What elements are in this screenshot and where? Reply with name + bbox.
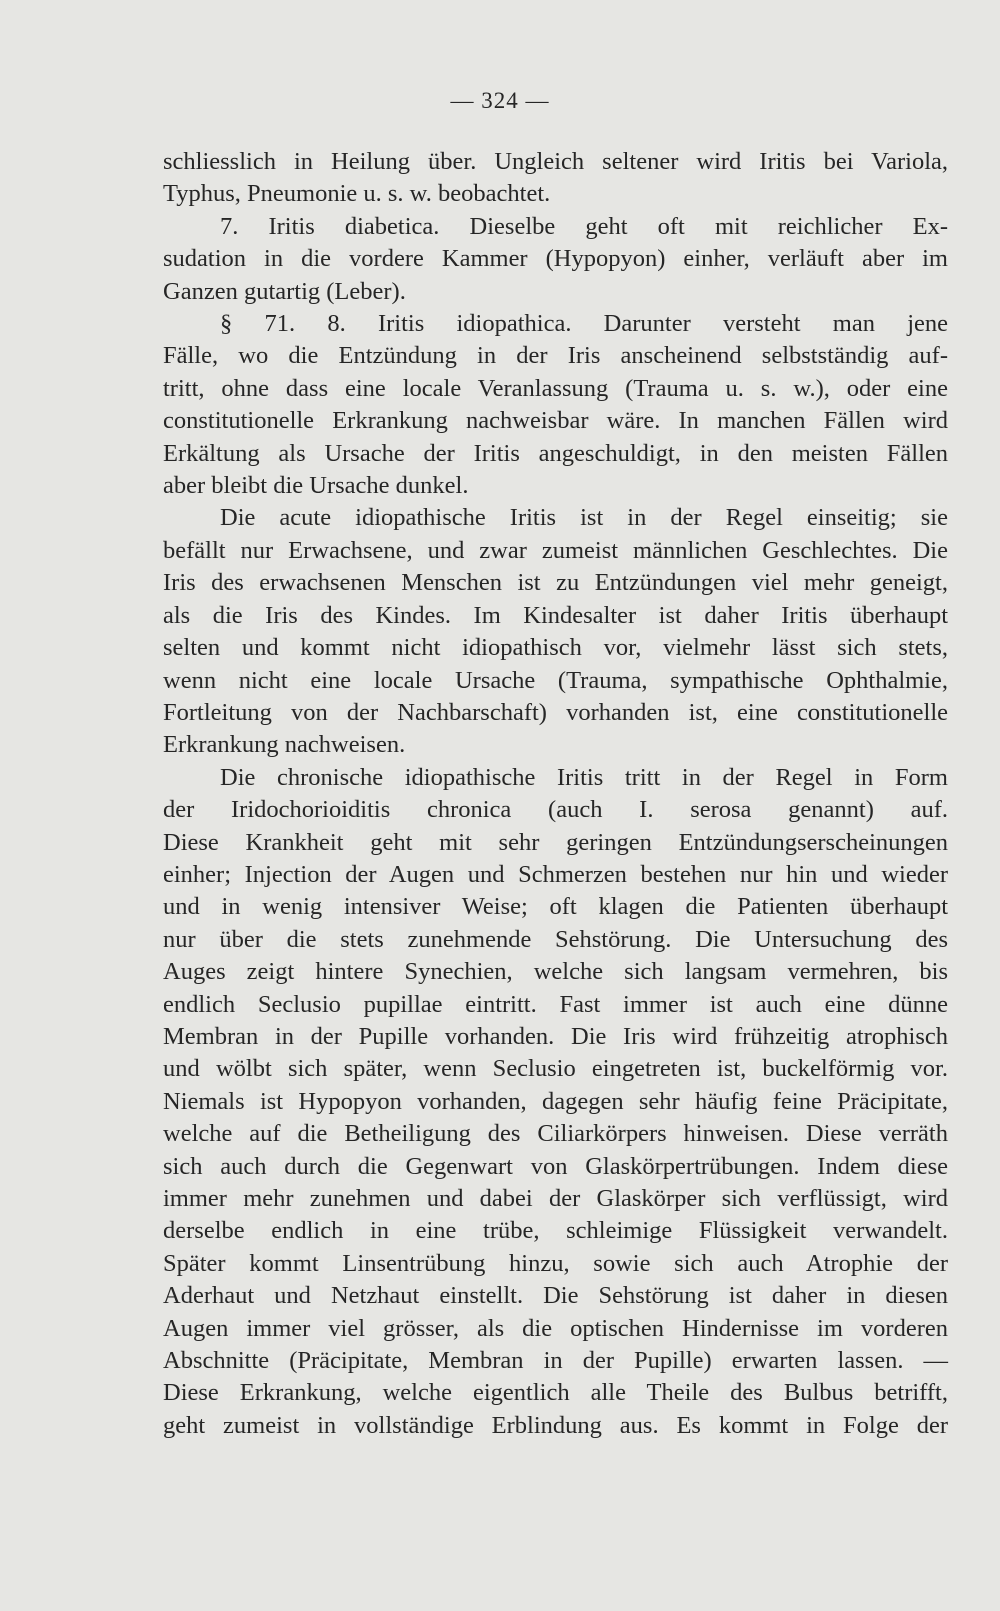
text-line: tritt, ohne dass eine locale Veranlassung (Trauma u. s. w.), oder eine (163, 374, 948, 402)
text-line: Typhus, Pneumonie u. s. w. beobachtet. (163, 180, 551, 208)
text-line: 7. Iritis diabetica. Dieselbe geht oft mit reichlicher Ex- (220, 212, 948, 240)
text-line: als die Iris des Kindes. Im Kindesalter ist daher Iritis überhaupt (163, 601, 948, 629)
text-line: immer mehr zunehmen und dabei der Glaskörper sich verflüssigt, wird (163, 1185, 948, 1212)
text-line: der Iridochorioiditis chronica (auch I. serosa genannt) auf. (163, 796, 948, 824)
text-line: und in wenig intensiver Weise; oft klagen die Patienten überhaupt (163, 893, 948, 921)
text-line: schliesslich in Heilung über. Ungleich seltener wird Iritis bei Variola, (163, 148, 948, 175)
text-line: sich auch durch die Gegenwart von Glaskörpertrübungen. Indem diese (163, 1152, 948, 1180)
page-number: — 324 — (450, 88, 550, 113)
text-line: Später kommt Linsentrübung hinzu, sowie sich auch Atrophie der (163, 1249, 948, 1277)
text-line: geht zumeist in vollständige Erblindung aus. Es kommt in Folge der (163, 1411, 948, 1439)
text-line: Erkältung als Ursache der Iritis angeschuldigt, in den meisten Fällen (163, 439, 948, 467)
text-line: Iris des erwachsenen Menschen ist zu Entzündungen viel mehr geneigt, (163, 569, 948, 597)
text-line: Auges zeigt hintere Synechien, welche sich langsam vermehren, bis (163, 958, 948, 986)
text-line: Abschnitte (Präcipitate, Membran in der Pupille) erwarten lassen. — (163, 1347, 948, 1375)
text-line: Aderhaut und Netzhaut einstellt. Die Sehstörung ist daher in diesen (163, 1282, 948, 1310)
text-line: Augen immer viel grösser, als die optischen Hindernisse im vorderen (163, 1314, 948, 1342)
text-line: und wölbt sich später, wenn Seclusio eingetreten ist, buckelförmig vor. (163, 1055, 948, 1083)
text-line: welche auf die Betheiligung des Ciliarkörpers hinweisen. Diese verräth (163, 1120, 948, 1148)
text-line: Ganzen gutartig (Leber). (163, 277, 406, 305)
text-line: Membran in der Pupille vorhanden. Die Iris wird frühzeitig atrophisch (163, 1022, 948, 1050)
text-line: aber bleibt die Ursache dunkel. (163, 472, 469, 500)
text-line: sudation in die vordere Kammer (Hypopyon) einher, verläuft aber im (163, 245, 948, 273)
text-line: derselbe endlich in eine trübe, schleimige Flüssigkeit verwandelt. (163, 1217, 948, 1245)
text-line: Fortleitung von der Nachbarschaft) vorhanden ist, eine constitutionelle (163, 698, 948, 726)
text-line: nur über die stets zunehmende Sehstörung. Die Untersuchung des (163, 925, 948, 953)
text-line: befällt nur Erwachsene, und zwar zumeist männlichen Geschlechtes. Die (163, 536, 948, 564)
text-line: Die chronische idiopathische Iritis tritt in der Regel in Form (220, 763, 948, 791)
text-line: einher; Injection der Augen und Schmerzen bestehen nur hin und wieder (163, 860, 948, 888)
text-line: Die acute idiopathische Iritis ist in der Regel einseitig; sie (220, 504, 948, 532)
text-line: wenn nicht eine locale Ursache (Trauma, sympathische Ophthalmie, (163, 666, 948, 694)
body-text (163, 146, 948, 1442)
text-line: endlich Seclusio pupillae eintritt. Fast immer ist auch eine dünne (163, 990, 948, 1018)
text-line: selten und kommt nicht idiopathisch vor, vielmehr lässt sich stets, (163, 634, 948, 662)
text-line: Niemals ist Hypopyon vorhanden, dagegen sehr häufig feine Präcipitate, (163, 1087, 948, 1115)
text-line: constitutionelle Erkrankung nachweisbar wäre. In manchen Fällen wird (163, 407, 948, 435)
text-line: Fälle, wo die Entzündung in der Iris anscheinend selbstständig auf- (163, 342, 948, 370)
text-line: § 71. 8. Iritis idiopathica. Darunter versteht man jene (220, 310, 948, 338)
text-line: Erkrankung nachweisen. (163, 731, 406, 759)
text-line: Diese Erkrankung, welche eigentlich alle Theile des Bulbus betrifft, (163, 1379, 948, 1407)
text-line: Diese Krankheit geht mit sehr geringen Entzündungserscheinungen (163, 828, 948, 856)
